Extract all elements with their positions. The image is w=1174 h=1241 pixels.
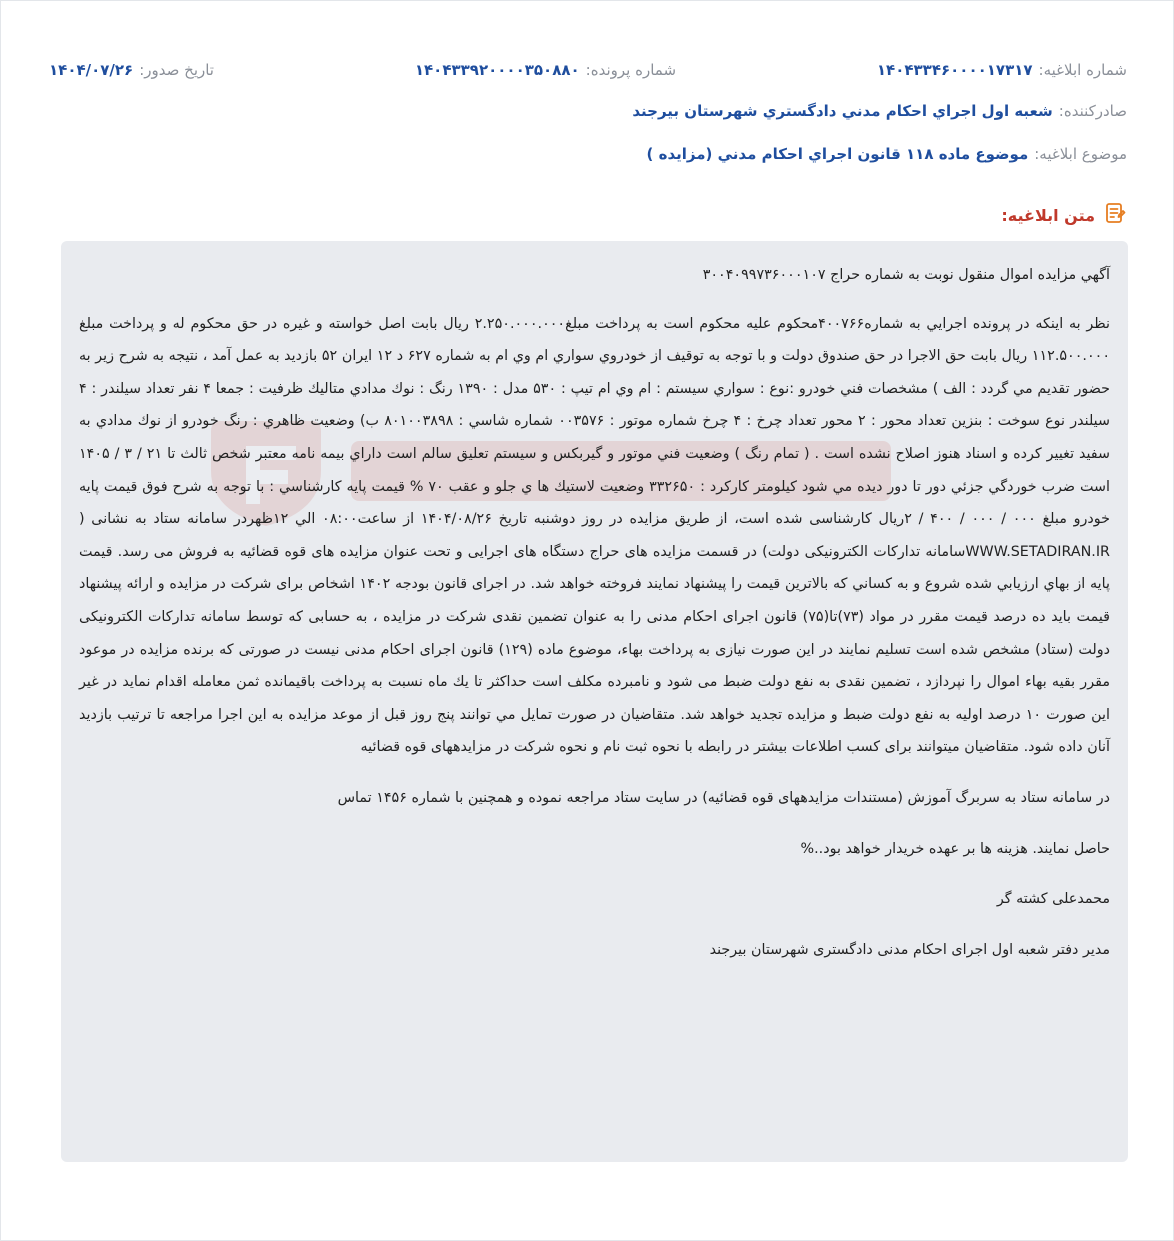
subject-label: موضوع ابلاغیه: <box>1034 145 1127 163</box>
notice-meta-row <box>49 57 1127 83</box>
notice-text-title-label: متن ابلاغیه: <box>1001 205 1095 225</box>
signer-name: محمدعلی كشته گر <box>996 891 1110 908</box>
subject-line <box>49 141 1127 167</box>
contact-line-1: در سامانه ستاد به سربرگ آموزش (مستندات مزايدههای قوه قضائيه) در سايت ستاد مراجعه نموده و همچنين با شماره ۱۴۵۶ تماس <box>337 789 1110 806</box>
subject-value: موضوع ماده ۱۱۸ قانون اجراي احكام مدني (مزايده ) <box>646 145 1029 163</box>
auction-main-paragraph: نظر به اينكه در پرونده اجرايي به شماره۴۰۰۷۶۶محكوم عليه محكوم است به پرداخت مبلغ۲.۲۵۰.۰۰۰.۰۰۰ ريال بابت اصل خواسته و غيره در حق محكوم له و پرداخت مبلغ ۱۱۲.۵۰۰.۰۰۰ ريال بابت حق الاجرا در حق صندوق دولت و با توجه به توقيف از خودروي سواري ام وي ام به شماره ۶۲۷ د ۱۲ ايران ۵۲ بازديد به عمل آمد ، نتيجه به شرح زير به حضور تقديم مي گردد : الف ) مشخصات فني خودرو :نوع : سواري سيستم : ام وي ام تيپ : ۵۳۰ مدل : ۱۳۹۰ رنگ : نوك مدادي متاليك ظرفيت : جمعا ۴ نفر تعداد سيلندر : ۴ سيلندر نوع سوخت : بنزين تعداد محور : ۲ محور تعداد چرخ : ۴ چرخ شماره موتور : ۰۰۳۵۷۶ شماره شاسي : ۸۰۱۰۰۳۸۹۸ ب) وضعيت ظاهري : رنگ خودرو از نوك مدادي به سفيد تغيير كرده و اسناد هنوز اصلاح نشده است . ( تمام رنگ ) وضعيت فني موتور و گيربكس و سيستم تعليق سالم است داراي بيمه نامه معتبر شخص ثالث تا ۲۱ / ۳ / ۱۴۰۵ است ضرب خوردگي جزئي دور تا دور ديده مي شود كيلومتر كاركرد : ۳۳۲۶۵۰ وضعيت لاستيك ها ي جلو و عقب ۷۰ % قيمت پايه كارشناسي : با توجه به شرح فوق قيمت پايه خودرو مبلغ ۰۰۰ / ۰۰۰ / ۴۰۰ / ۲ريال كارشناسی شده است، از طريق مزايده در روز دوشنبه تاريخ ۱۴۰۴/۰۸/۲۶ از ساعت۰۸:۰۰ الي ۱۲ظهردر سامانه ستاد به نشانی ( WWW.SETADIRAN.IRسامانه تداركات الكترونيكی دولت) در قسمت مزايده های حراج دستگاه های اجرايی و تحت عنوان مزايده های قوه قضائيه به فروش می رسد. قيمت پايه از بهاي ارزيابي شده شروع و به كساني كه بالاترين قيمت را پيشنهاد نمايند فروخته خواهد شد. در اجرای قانون بودجه ۱۴۰۲ اشخاص برای شركت در مزايده و ارائه پيشنهاد قيمت بايد ده درصد قيمت مقرر در مواد (۷۳)تا(۷۵) قانون اجرای احكام مدنی را به عنوان تضمين نقدی شركت در مزايده ، به حسابی كه توسط سامانه تداركات الكترونيكی دولت (ستاد) مشخص شده است تسليم نمايند در اين صورت نيازی به پرداخت بهاء، موضوع ماده (۱۲۹) قانون اجرای احكام مدنی نيست در صورتی كه برنده مزايده در موعود مقرر بقيه بهاء اموال را نپردازد ، تضمين نقدی به نفع دولت ضبط می شود و نامبرده مكلف است حداكثر تا يك ماه نسبت به پرداخت باقيمانده ثمن معامله اقدام نمايد در غير اين صورت ۱۰ درصد اوليه به نفع دولت ضبط و مزايده تجديد خواهد شد. متقاضيان در صورت تمايل مي توانند پنج روز قبل از موعد مزايده به اين اجرا مراجعه تا ترتيب بازديد آنان داده شود. متقاضيان ميتوانند برای كسب اطلاعات بيشتر در رابطه با نحوه ثبت نام و نحوه شركت در مزايدههای قوه قضائيه <box>79 315 1111 756</box>
issue-date-value: ۱۴۰۴/۰۷/۲۶ <box>49 61 134 79</box>
contact-line-2: حاصل نمايند. هزينه ها بر عهده خريدار خواهد بود..% <box>800 840 1110 857</box>
issue-date-label: تاریخ صدور: <box>139 61 214 79</box>
notice-text-title <box>1001 201 1127 229</box>
case-number-label: شماره پرونده: <box>585 61 677 79</box>
notice-number-value: ۱۴۰۴۳۳۴۶۰۰۰۰۱۷۳۱۷ <box>876 61 1033 79</box>
issuer-line <box>49 98 1127 124</box>
document-icon <box>1103 201 1127 229</box>
case-number <box>415 61 676 79</box>
auction-heading: آگهي مزايده اموال منقول نوبت به شماره حراج ۳۰۰۴۰۹۹۷۳۶۰۰۰۱۰۷ <box>702 267 1110 283</box>
case-number-value: ۱۴۰۴۳۳۹۲۰۰۰۰۳۵۰۸۸۰ <box>414 61 580 79</box>
notice-text-panel <box>61 241 1128 1162</box>
notice-number <box>877 61 1127 79</box>
issuer-label: صادرکننده: <box>1058 102 1127 120</box>
issue-date <box>49 61 214 79</box>
signer-title: مدير دفتر شعبه اول اجرای احكام مدنی دادگستری شهرستان بيرجند <box>709 941 1110 958</box>
issuer-value: شعبه اول اجراي احكام مدني دادگستري شهرستان بيرجند <box>632 102 1053 120</box>
notice-number-label: شماره ابلاغیه: <box>1038 61 1127 79</box>
